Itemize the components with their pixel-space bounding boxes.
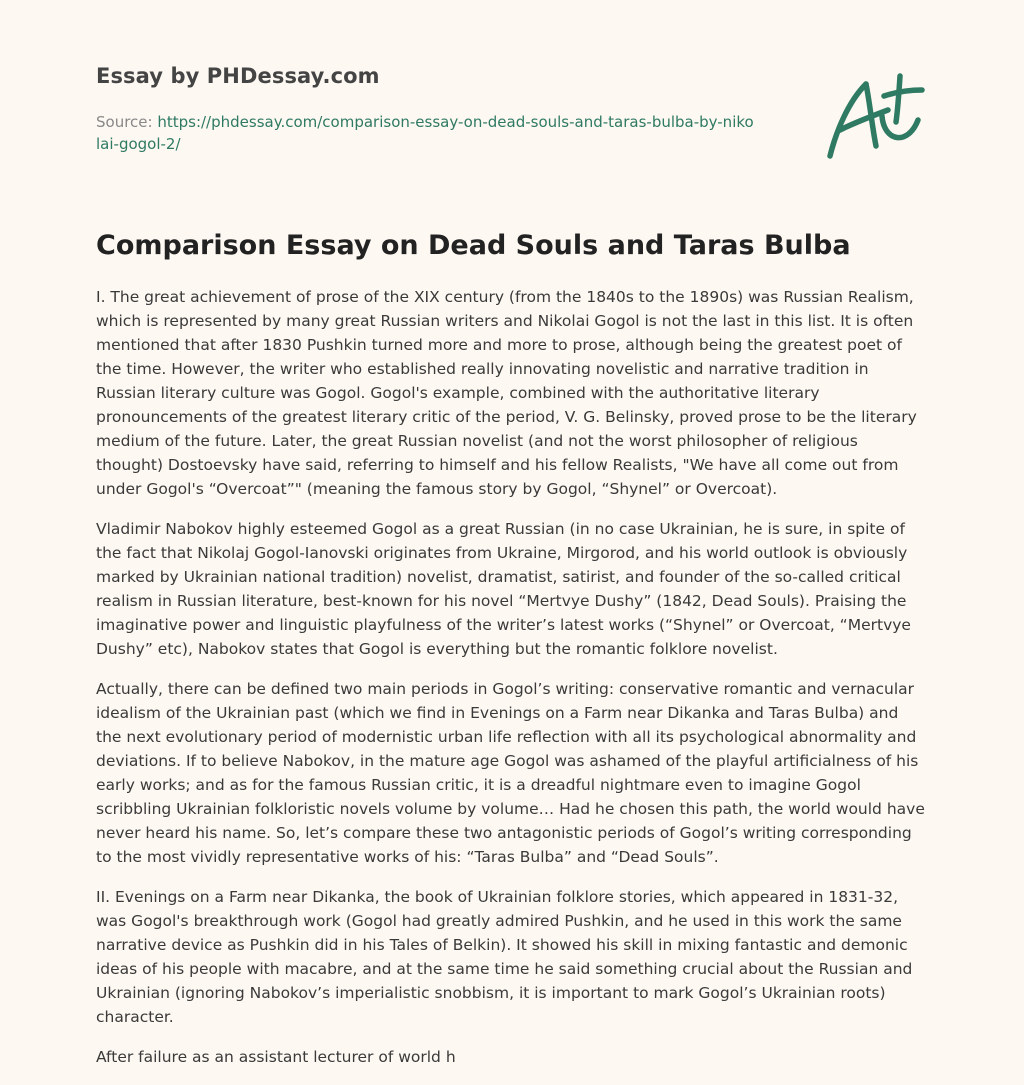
- source-label: Source:: [96, 113, 158, 131]
- essay-paragraph: Vladimir Nabokov highly esteemed Gogol as a great Russian (in no case Ukrainian, he is sure, in spite of the fact that Nikolaj Gogol-Ianovski originates from Ukraine, Mirgorod, and his world outlook is obviously marked by Ukrainian national tradition) novelist, dramatist, satirist, and founder of the so-called critical realism in Russian literature, best-known for his novel “Mertvye Dushy” (1842, Dead Souls). Praising the imaginative power and linguistic playfulness of the writer’s latest works (“Shynel” or Overcoat, “Mertvye Dushy” etc), Nabokov states that Gogol is everything but the romantic folklore novelist.: [96, 520, 911, 658]
- a-plus-icon: [826, 70, 926, 165]
- source-link[interactable]: https://phdessay.com/comparison-essay-on-dead-souls-and-taras-bulba-by-nikolai-gogol-2/: [96, 113, 754, 153]
- essay-paragraph: I. The great achievement of prose of the XIX century (from the 1840s to the 1890s) was Russian Realism, which is represented by many great Russian writers and Nikolai Gogol is not the last in this list. It is often mentioned that after 1830 Pushkin turned more and more to prose, although being the greatest poet of the time. However, the writer who established really innovating novelistic and narrative tradition in Russian literary culture was Gogol. Gogol's example, combined with the authoritative literary pronouncements of the greatest literary critic of the period, V. G. Belinsky, proved prose to be the literary medium of the future. Later, the great Russian novelist (and not the worst philosopher of religious thought) Dostoevsky have said, referring to himself and his fellow Realists, "We have all come out from under Gogol's “Overcoat”" (meaning the famous story by Gogol, “Shynel” or Overcoat).: [96, 288, 917, 498]
- essay-body: [96, 285, 928, 1085]
- essay-paragraph: II. Evenings on a Farm near Dikanka, the book of Ukrainian folklore stories, which appeared in 1831-32, was Gogol's breakthrough work (Gogol had greatly admired Pushkin, and he used in this work the same narrative device as Pushkin did in his Tales of Belkin). It showed his skill in mixing fantastic and demonic ideas of his people with macabre, and at the same time he said something crucial about the Russian and Ukrainian (ignoring Nabokov’s imperialistic snobbism, it is important to mark Gogol’s Ukrainian roots) character.: [96, 888, 913, 1026]
- essay-paragraph: Actually, there can be defined two main periods in Gogol’s writing: conservative romantic and vernacular idealism of the Ukrainian past (which we find in Evenings on a Farm near Dikanka and Taras Bulba) and the next evolutionary period of modernistic urban life reflection with all its psychological abnormality and deviations. If to believe Nabokov, in the mature age Gogol was ashamed of the playful artificialness of his early works; and as for the famous Russian critic, it is a dreadful nightmare even to imagine Gogol scribbling Ukrainian folkloristic novels volume by volume… Had he chosen this path, the world would have never heard his name. So, let’s compare these two antagonistic periods of Gogol’s writing corresponding to the most vividly representative works of his: “Taras Bulba” and “Dead Souls”.: [96, 680, 925, 866]
- brand-title: Essay by PHDessay.com: [96, 64, 380, 88]
- essay-title: Comparison Essay on Dead Souls and Taras Bulba: [96, 230, 851, 261]
- essay-paragraph: After failure as an assistant lecturer of world h: [96, 1048, 456, 1066]
- source-line: [96, 111, 756, 155]
